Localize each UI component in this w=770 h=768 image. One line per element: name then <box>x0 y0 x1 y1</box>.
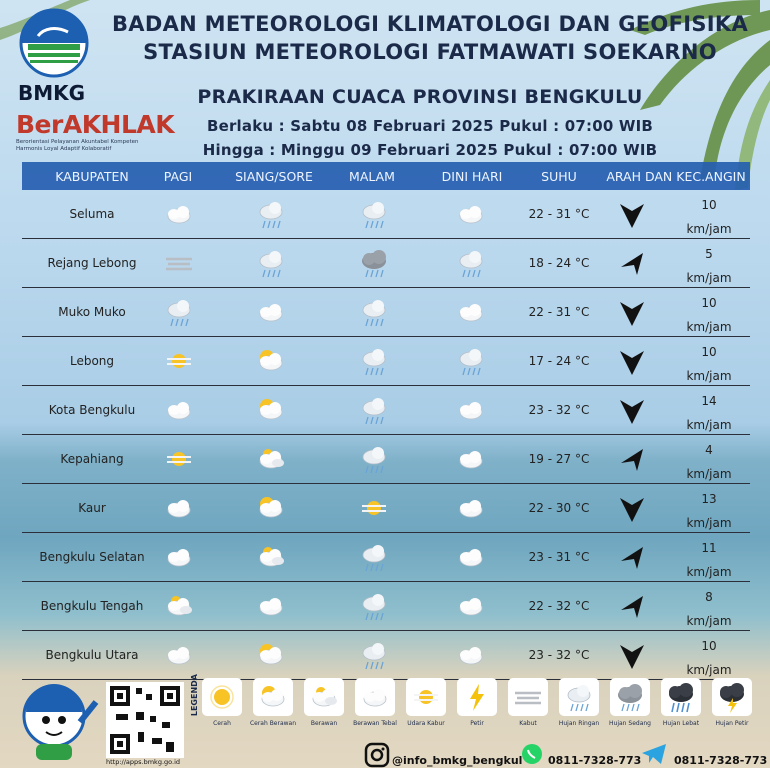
legend-petir-icon <box>457 678 497 716</box>
weather-hujan-ringan-icon <box>254 197 288 231</box>
wind-speed-value: 5 <box>705 247 713 261</box>
table-body <box>22 190 750 680</box>
legend-label: Hujan Sedang <box>609 720 651 727</box>
weather-berawan-tebal-icon <box>254 589 288 623</box>
wind-speed-unit: km/jam <box>686 516 732 530</box>
weather-berawan-tebal-icon <box>254 295 288 329</box>
table-row <box>22 435 750 484</box>
temperature: 23 - 31 °C <box>528 550 590 564</box>
whatsapp-number[interactable]: 0811-7328-773 <box>548 754 642 767</box>
table-row <box>22 631 750 680</box>
wind-speed-unit: km/jam <box>686 320 732 334</box>
col-pagi: PAGI <box>163 168 193 184</box>
col-kabupaten: KABUPATEN <box>55 168 129 184</box>
instagram-icon <box>364 742 390 768</box>
wind-speed <box>674 585 744 633</box>
col-dini: DINI HARI <box>441 168 503 184</box>
weather-berawan-tebal-icon <box>454 589 488 623</box>
valid-from: Berlaku : Sabtu 08 Februari 2025 Pukul : 07:00 WIB <box>206 117 654 135</box>
weather-udara-kabur-icon <box>162 344 196 378</box>
table-row <box>22 337 750 386</box>
telegram-number[interactable]: 0811-7328-773 <box>674 754 768 767</box>
weather-hujan-sedang-icon <box>357 246 391 280</box>
wind-speed-value: 14 <box>701 394 717 408</box>
wind-speed-unit: km/jam <box>686 369 732 383</box>
temperature: 22 - 30 °C <box>528 501 590 515</box>
legend-label: Hujan Petir <box>715 720 749 727</box>
kabupaten-name: Kaur <box>78 501 106 515</box>
logo-text: BMKG <box>18 81 86 105</box>
wind-speed-value: 10 <box>701 639 717 653</box>
kabupaten-name: Kota Bengkulu <box>48 403 136 417</box>
wind-speed-value: 4 <box>705 443 713 457</box>
weather-hujan-ringan-icon <box>357 393 391 427</box>
weather-hujan-ringan-icon <box>162 295 196 329</box>
wind-speed-unit: km/jam <box>686 271 732 285</box>
wind-direction-up-left-icon <box>617 443 647 477</box>
temperature: 17 - 24 °C <box>528 354 590 368</box>
wind-direction-down-icon <box>617 394 647 428</box>
weather-berawan-tebal-icon <box>162 540 196 574</box>
wind-speed-unit: km/jam <box>686 565 732 579</box>
legend-label: Hujan Lebat <box>662 720 700 727</box>
wind-speed-value: 10 <box>701 345 717 359</box>
weather-berawan-icon <box>254 442 288 476</box>
legend-label: Berawan <box>310 720 338 727</box>
kabupaten-name: Muko Muko <box>58 305 126 319</box>
wind-speed <box>674 389 744 437</box>
legend-title: LEGENDA <box>190 674 199 717</box>
berakhlak-subtitle: Berorientasi Pelayanan Akuntabel Kompeten <box>16 139 139 145</box>
wind-speed-unit: km/jam <box>686 663 732 677</box>
weather-hujan-ringan-icon <box>357 197 391 231</box>
legend-cerah-berawan-icon <box>253 678 293 716</box>
agency-title: BADAN METEOROLOGI KLIMATOLOGI DAN GEOFISIKA <box>112 12 748 36</box>
bmkg-logo-icon <box>16 8 92 78</box>
wind-direction-down-icon <box>617 345 647 379</box>
wind-speed-unit: km/jam <box>686 222 732 236</box>
kabupaten-name: Bengkulu Tengah <box>40 599 144 613</box>
temperature: 22 - 31 °C <box>528 207 590 221</box>
legend-berawan-icon <box>304 678 344 716</box>
mascot-icon <box>14 682 100 766</box>
legend-label: Cerah <box>213 720 231 727</box>
legend <box>188 676 764 736</box>
wind-direction-down-icon <box>617 296 647 330</box>
weather-berawan-tebal-icon <box>454 491 488 525</box>
temperature: 19 - 27 °C <box>528 452 590 466</box>
wind-speed-value: 10 <box>701 296 717 310</box>
col-siang: SIANG/SORE <box>235 168 313 184</box>
wind-direction-down-icon <box>617 639 647 673</box>
legend-label: Hujan Ringan <box>558 720 600 727</box>
temperature: 23 - 32 °C <box>528 648 590 662</box>
table-row <box>22 288 750 337</box>
legend-cerah-icon <box>202 678 242 716</box>
wind-speed <box>674 536 744 584</box>
kabupaten-name: Kepahiang <box>60 452 124 466</box>
wind-speed-value: 13 <box>701 492 717 506</box>
legend-label: Cerah Berawan <box>249 720 297 727</box>
temperature: 23 - 32 °C <box>528 403 590 417</box>
legend-berawan-tebal-icon <box>355 678 395 716</box>
table-row <box>22 190 750 239</box>
berakhlak-logo: BerAKHLAK <box>16 110 175 139</box>
weather-cerah-berawan-icon <box>254 491 288 525</box>
legend-hujan-petir-icon <box>712 678 752 716</box>
legend-hujan-lebat-icon <box>661 678 701 716</box>
wind-speed-value: 11 <box>701 541 717 555</box>
telegram-icon <box>640 742 668 766</box>
table-row <box>22 582 750 631</box>
temperature: 22 - 31 °C <box>528 305 590 319</box>
wind-direction-down-icon <box>617 492 647 526</box>
kabupaten-name: Seluma <box>69 207 115 221</box>
weather-hujan-ringan-icon <box>357 295 391 329</box>
wind-speed <box>674 291 744 339</box>
weather-hujan-ringan-icon <box>454 344 488 378</box>
wind-speed <box>674 242 744 290</box>
legend-udara-kabur-icon <box>406 678 446 716</box>
header <box>0 0 770 160</box>
table-row <box>22 484 750 533</box>
table-header <box>22 162 750 190</box>
kabupaten-name: Bengkulu Selatan <box>39 550 145 564</box>
wind-speed-unit: km/jam <box>686 614 732 628</box>
weather-hujan-ringan-icon <box>357 442 391 476</box>
table-row <box>22 533 750 582</box>
weather-hujan-ringan-icon <box>357 344 391 378</box>
weather-berawan-tebal-icon <box>454 197 488 231</box>
weather-berawan-tebal-icon <box>162 197 196 231</box>
kabupaten-name: Bengkulu Utara <box>45 648 139 662</box>
kabupaten-name: Rejang Lebong <box>47 256 137 270</box>
weather-kabut-icon <box>162 246 196 280</box>
legend-label: Berawan Tebal <box>353 720 397 727</box>
weather-cerah-berawan-icon <box>254 344 288 378</box>
wind-speed-value: 10 <box>701 198 717 212</box>
col-malam: MALAM <box>349 168 395 184</box>
legend-hujan-sedang-icon <box>610 678 650 716</box>
weather-hujan-ringan-icon <box>454 246 488 280</box>
legend-label: Petir <box>470 720 484 727</box>
whatsapp-icon <box>520 742 544 766</box>
col-suhu: SUHU <box>541 168 577 184</box>
valid-to: Hingga : Minggu 09 Februari 2025 Pukul : 07:00 WIB <box>202 141 658 159</box>
temperature: 18 - 24 °C <box>528 256 590 270</box>
col-angin: ARAH DAN KEC.ANGIN <box>606 168 746 184</box>
weather-berawan-icon <box>162 589 196 623</box>
wind-direction-up-left-icon <box>617 590 647 624</box>
wind-speed <box>674 487 744 535</box>
station-title: STASIUN METEOROLOGI FATMAWATI SOEKARNO <box>143 40 717 64</box>
weather-cerah-berawan-icon <box>254 393 288 427</box>
weather-hujan-ringan-icon <box>357 638 391 672</box>
weather-hujan-ringan-icon <box>357 540 391 574</box>
weather-cerah-berawan-icon <box>254 638 288 672</box>
weather-berawan-icon <box>254 540 288 574</box>
weather-berawan-tebal-icon <box>162 393 196 427</box>
weather-berawan-tebal-icon <box>454 393 488 427</box>
forecast-table <box>22 162 750 680</box>
legend-label: Kabut <box>519 720 537 727</box>
wind-speed-unit: km/jam <box>686 467 732 481</box>
weather-berawan-tebal-icon <box>454 442 488 476</box>
forecast-title: PRAKIRAAN CUACA PROVINSI BENGKULU <box>197 86 643 108</box>
table-row <box>22 239 750 288</box>
wind-direction-up-left-icon <box>617 247 647 281</box>
weather-hujan-ringan-icon <box>357 589 391 623</box>
weather-udara-kabur-icon <box>162 442 196 476</box>
qr-code-icon <box>106 682 184 758</box>
wind-speed <box>674 438 744 486</box>
wind-speed <box>674 634 744 682</box>
wind-direction-down-icon <box>617 198 647 232</box>
legend-kabut-icon <box>508 678 548 716</box>
temperature: 22 - 32 °C <box>528 599 590 613</box>
legend-hujan-ringan-icon <box>559 678 599 716</box>
weather-hujan-ringan-icon <box>254 246 288 280</box>
kabupaten-name: Lebong <box>69 354 115 368</box>
wind-direction-up-left-icon <box>617 541 647 575</box>
qr-url[interactable]: http://apps.bmkg.go.id <box>106 758 181 766</box>
weather-berawan-tebal-icon <box>454 638 488 672</box>
wind-speed-value: 8 <box>705 590 713 604</box>
instagram-handle[interactable]: @info_bmkg_bengkul <box>392 754 523 767</box>
weather-berawan-tebal-icon <box>454 540 488 574</box>
weather-berawan-tebal-icon <box>454 295 488 329</box>
wind-speed <box>674 340 744 388</box>
wind-speed <box>674 193 744 241</box>
table-row <box>22 386 750 435</box>
weather-berawan-tebal-icon <box>162 491 196 525</box>
legend-label: Udara Kabur <box>407 720 445 727</box>
weather-berawan-tebal-icon <box>162 638 196 672</box>
weather-udara-kabur-icon <box>357 491 391 525</box>
berakhlak-subtitle-2: Harmonis Loyal Adaptif Kolaboratif <box>16 146 112 152</box>
wind-speed-unit: km/jam <box>686 418 732 432</box>
